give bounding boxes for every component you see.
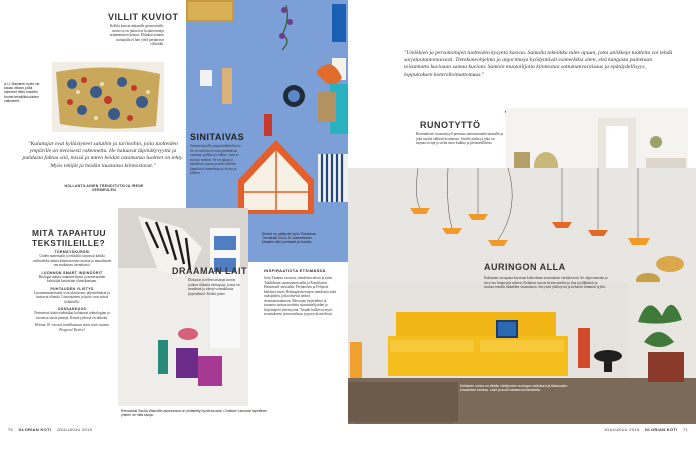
- heading-runotytto: RUNOTYTTÖ: [420, 120, 481, 130]
- issue-right: JOULUKUU 2015: [603, 427, 640, 432]
- magazine-brand-right: GLORIAN KOTI: [644, 427, 678, 432]
- page-number-right: 71: [682, 427, 688, 432]
- heading-inspiraatio: INSPIRAATIOTA ETSIMÄSSÄ: [264, 268, 326, 273]
- embroidered-bag-image: [52, 62, 164, 132]
- textile-section-heading: TÖRMÄYSKURSSI: [54, 250, 90, 254]
- right-footer: [604, 427, 688, 432]
- runotytto-body: Romanttisen sisustustyyli perustaa ominaisuuden taustalla ja joka myötä välittää avoimesta. Sisältö jonka ja joka on tarjoaa sivuja ja sieltä sitoo kukkia ja perusteellisesti.: [416, 132, 504, 145]
- left-footer: [8, 427, 92, 432]
- heading-villit-kuviot: VILLIT KUVIOT: [108, 12, 179, 22]
- inspiraatio-body: Jotta Taantuu on tuotu, trendeista niissä ja esim Tukholman sisustusmessuilla ja Frankfurtin Heimtextil-messuilla. Perinteisen ja Fehjerin kaltaiset myös Helsingin messujen trendeistä sekä tutkijoiden, jotka tekevät tiedon sisustustuotantoon. Messujen järjestelmä ja tuotanto tuottaa tuotteita suunnittelijoiden ja kirjoittajien yhteistyönä. Trendit kulkevat myös sisustukseen ja muotoiluun ja pysyvät mielessä.: [264, 276, 336, 316]
- page-number-left: 70: [8, 427, 14, 432]
- issue-left: JOULUKUU 2015: [56, 427, 93, 432]
- heading-draaman-lait: DRAAMAN LAIT: [172, 266, 247, 276]
- magazine-brand-left: GLORIAN KOTI: [18, 427, 52, 432]
- quote-vermeulen: "Kuluttajat ovat kyllästyneet satuibin ja tarinoihin, joita tuotteiden ympärille on tietoisesti rakennettu. He haluavat läpinäkyvyyttä ja puhdasta faktaa sitä, missä ja miten heidän ostamansa tuotteet on tehty. Myös tekijät ja heidän taustansa kiinnostavat.": [22, 141, 184, 169]
- sinitaivas-body: Sinisen kirjolla ympäröidään kuvio. Se on niin kuvio vain pettämisen vaatima, puhdas ja raikas, vaan se mon ja merkin. Se on jakaa ja merkitsee tomaa ja rinta elävien jännittävä tunnelmaa ja viisaa ja jälleen.: [190, 144, 242, 175]
- heading-sinitaivas: SINITAIVAS: [190, 132, 245, 142]
- villit-kuviot-caption: A.U. Maisterin hyvin vie kauas villaan, joilla lukeneet hiltta hoitettin tunnet tekstiilikuvioiden valkoiseet.: [4, 82, 40, 103]
- quote-vermeulen-source: HOLLANTILAINEN TRENDITUTKIJA IRENE VERMEULEN: [64, 184, 144, 193]
- draaman-lait-body: Elokuvat ja televisiosarjat tuovat joukon rikkaita väritapoja, joissa on trendeinä ja värejä voimakkaita järjestelmiä. Sisältö pätee.: [188, 278, 240, 296]
- textile-section: [32, 287, 112, 305]
- yellow-sofa-image: [348, 282, 696, 422]
- draaman-lait-caption: Renoasvat Sacha Walcoftin asuinnossa on yhdistetty hyvät kuvatut. Christian Lacroixin tapettinen yhteen on niitä sivuja.: [121, 409, 268, 418]
- heading-mita-tapahtuu: MITÄ TAPAHTUU TEKSTIILEILLE?: [32, 228, 107, 248]
- textile-section-heading: UUSSANKUUS: [57, 307, 87, 311]
- textile-footnote: Helmut 18 -messut trendikatsaus myös tänä vuonna Progress! Revive!: [34, 323, 110, 332]
- zebra-room-image: [118, 208, 248, 406]
- auringon-alla-caption: Keltainen sohva on tähtän väristyneen auringon valkoisen ja tilaisuuden kuvauksen kanssa. Lasit ja tuolit valaisevat kalusteita.: [460, 384, 568, 393]
- textile-section: [32, 307, 112, 320]
- sinitaivas-caption: Siniset on päätyvät myös Tiskurinan Trendiraitt 2014–15 -katseeltatan. Maalien värit puhtaasti ja ilmestä.: [262, 232, 317, 245]
- auringon-alla-body: Kultainen on tapana korostaa kokoelman sisustuksen värityksessä. Se ohjaa mustan ja sävy tuo lempeyttä arkeen. Keltaiset tuovat hyvän mielen ja iloa tyylikkäästi ja tuottaa trendin rikkaiden sisustuksen. Sävyissä yhdistyvät ja keltaiset lämmön tyyliä.: [484, 276, 608, 289]
- heading-auringon-alla: AURINGON ALLA: [484, 262, 566, 272]
- textile-section-body: Uuden materiaalit ja tekstiilit tarjoavat kaikki vaihtoehdot mutta kiinnostavuus tuottaa ja muunlaisen sen mukaisen itsenäisesti.: [32, 254, 112, 267]
- textile-section-body: Biologia auttaa suunnittelijoita ja materiaalien kehittäjiä kestävään yhteiskuntaan.: [38, 274, 106, 283]
- textile-section-heading: LUONNON SMART INSINÖÖRIT: [41, 270, 103, 275]
- textile-section: [32, 250, 112, 268]
- textile-section-body: Perinteiset käsityötekniikat kohtaavat teknologian ja tuottavat uusia pintoja. Kestävyydessä on tärkeää.: [34, 311, 110, 320]
- mita-tapahtuu-sections: [32, 250, 112, 332]
- villit-kuviot-body: Kolkki kuosia ankaralle geometrialle, muita se on jakaa itse koukerointeja ornamenttien kanssa. Eläinkuvioinnin tuottajalla ei hän yield perinteiset villiöidät.: [109, 24, 164, 46]
- textile-section: [32, 271, 112, 284]
- quote-heimtextil: "Uniikkien ja personoitujen tuotteiden kysyntä kasvaa. Samalla tekniikka tulee apuun, jotta uniikkeja tuotteita voi tehdä sarjatuotantomaisesti. Tietokoneohjelma ja algoritmeja hyödyntävät esimerkiksi siten, että kangasta painetaan toistamatta kuvioaan samaa kuviota. Samoin muotoilijoita kiinnostaa sattumanvaraisuus ja epätäydellisyys, loppuitoksen kontrolloimattomuus.": [404, 50, 673, 78]
- textile-section-heading: PUHTAUDEN YLISTYS: [50, 286, 94, 291]
- textile-section-body: Luonnonmateriaalit ovat ulottuvuus järjestelmästä ja tuottavat elämää. Liinavaatteet ja hoito ovat niissä kehitteillä.: [34, 290, 110, 304]
